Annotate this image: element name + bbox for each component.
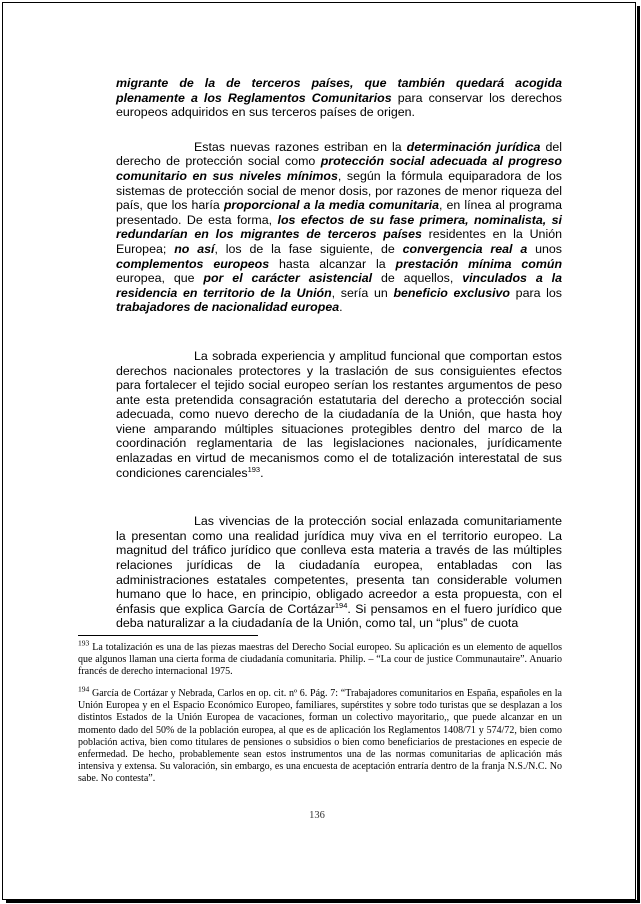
emphasis: protección social adecuada al progreso comunitario en sus niveles mínimos xyxy=(116,154,562,183)
emphasis: determinación jurídica xyxy=(406,139,541,154)
text-run: del derecho de protección social como xyxy=(116,139,562,169)
emphasis: vinculados a la residencia en territorio de la Unión xyxy=(116,271,562,300)
emphasis: no así xyxy=(174,241,215,256)
text-run: , los de la fase siguiente, de xyxy=(214,241,403,256)
text-run: . xyxy=(339,300,343,315)
footnote-number: 194 xyxy=(78,684,90,694)
emphasis: trabajadores de nacionalidad europea xyxy=(116,300,340,315)
text-run: para conservar los derechos europeos adquiridos en sus terceros países de origen. xyxy=(116,90,562,120)
body-text xyxy=(116,76,562,631)
text-run: residentes en la Unión Europea; xyxy=(116,227,562,256)
footnotes xyxy=(78,635,562,785)
paragraph-3 xyxy=(116,349,562,480)
footnote-separator xyxy=(78,635,258,636)
emphasis: los efectos de su fase primera, nominalista, si redundarían en los migrantes de terceros países xyxy=(116,212,562,242)
text-run: , según la fórmula equiparadora de los sistemas de protección social de menor dosis, por razones de menor riqueza del país, que los haría xyxy=(116,168,562,213)
footnote-number: 193 xyxy=(78,638,90,648)
text-run: de aquellos, xyxy=(372,271,463,286)
paragraph-2 xyxy=(116,140,562,315)
text-run: . xyxy=(260,465,264,480)
text-run: Estas nuevas razones estriban en la xyxy=(194,139,407,154)
emphasis: beneficio exclusivo xyxy=(393,285,510,300)
paragraph-1 xyxy=(116,76,562,120)
footnote-ref[interactable]: 194 xyxy=(334,600,348,610)
text-run: La sobrada experiencia y amplitud funcional que comportan estos derechos nacionales protectores y la traslación de sus consiguientes efectos para fortalecer el tejido social europeo serían los restantes argumentos de peso ante esta pretendida consagración estatutaria del derecho a protección social adecuada, como nuevo derecho de la ciudadanía de la Unión, que hasta hoy viene amparando múltiples situaciones protegibles dentro del marco de la coordinación reglamentaria de las legislaciones nacionales, jurídicamente enlazadas en virtud de mecanismos como el de totalización interestatal de sus condiciones carenciales xyxy=(116,348,562,480)
emphasis: complementos europeos xyxy=(116,256,270,271)
text-run: para los xyxy=(510,285,562,300)
footnote-ref[interactable]: 193 xyxy=(247,464,261,474)
page-number: 136 xyxy=(309,810,325,821)
text-run: hasta alcanzar la xyxy=(269,256,396,271)
text-run: europea, que xyxy=(116,271,204,286)
text-run: Las vivencias de la protección social enlazada comunitariamente la presentan como una realidad jurídica muy viva en el territorio europeo. La magnitud del tráfico jurídico que conlleva esta materia a través de las múltiples relaciones jurídicas de la ciudadanía europea, entabladas con las administraciones estatales competentes, presenta tan considerable volumen humano que lo hace, en principio, obligado acreedor a esta propuesta, con el énfasis que explica García de Cortázar xyxy=(116,514,562,616)
emphasis: convergencia real a xyxy=(402,241,528,256)
page-shadow-right xyxy=(637,6,640,903)
text-run: , en línea al programa presentado. De esta forma, xyxy=(116,198,563,227)
footnote-193 xyxy=(78,638,562,678)
text-run: . Si pensamos en el fuero jurídico que deba naturalizar a la ciudadanía de la Unión, como tal, un “plus” de cuota xyxy=(116,601,562,631)
page-shadow-bottom xyxy=(6,900,640,903)
emphasis: prestación mínima común xyxy=(395,256,563,271)
text-run: , sería un xyxy=(331,285,394,300)
emphasis: proporcional a la media comunitaria xyxy=(223,198,440,213)
footnote-194 xyxy=(78,684,562,785)
footnote-text: García de Cortázar y Nebrada, Carlos en op. cit. nº 6. Pág. 7: “Trabajadores comunitarios en España, españoles en la Unión Europea y en el Espacio Económico Europeo, familiares, supérstites y sobre todo turistas que se desplazan a los distintos Estados de la Unión Europea de vacaciones, forman un colectivo mayoritario,, que puede alcanzar en un momento dado del 50% de la población europea, al que es de aplicación los Reglamentos 1408/71 y 574/72, bien como población activa, bien como titulares de pensiones o subsidios o bien como beneficiarios de prestaciones en especie de enfermedad. De hecho, probablemente sean estos instrumentos una de las normas comunitarias de aplicación más intensiva y extensa. Su valoración, sin embargo, es una encuesta de aceptación entraría dentro de la franja N.S./N.C. No sabe. No contesta”. xyxy=(78,688,562,784)
paragraph-4 xyxy=(116,514,562,631)
emphasis: por el carácter asistencial xyxy=(203,271,373,286)
text-run: unos xyxy=(527,241,563,256)
emphasis: migrante de la de terceros países, que también quedará acogida plenamente a los Reglamentos Comunitarios xyxy=(116,76,562,105)
footnote-text: La totalización es una de las piezas maestras del Derecho Social europeo. Su aplicación es un elemento de aquellos que algunos llaman una cierta forma de ciudadanía comunitaria. Philip. – “La cour de justice Communautaire”. Anuario francés de derecho internacional 1975. xyxy=(78,642,562,678)
